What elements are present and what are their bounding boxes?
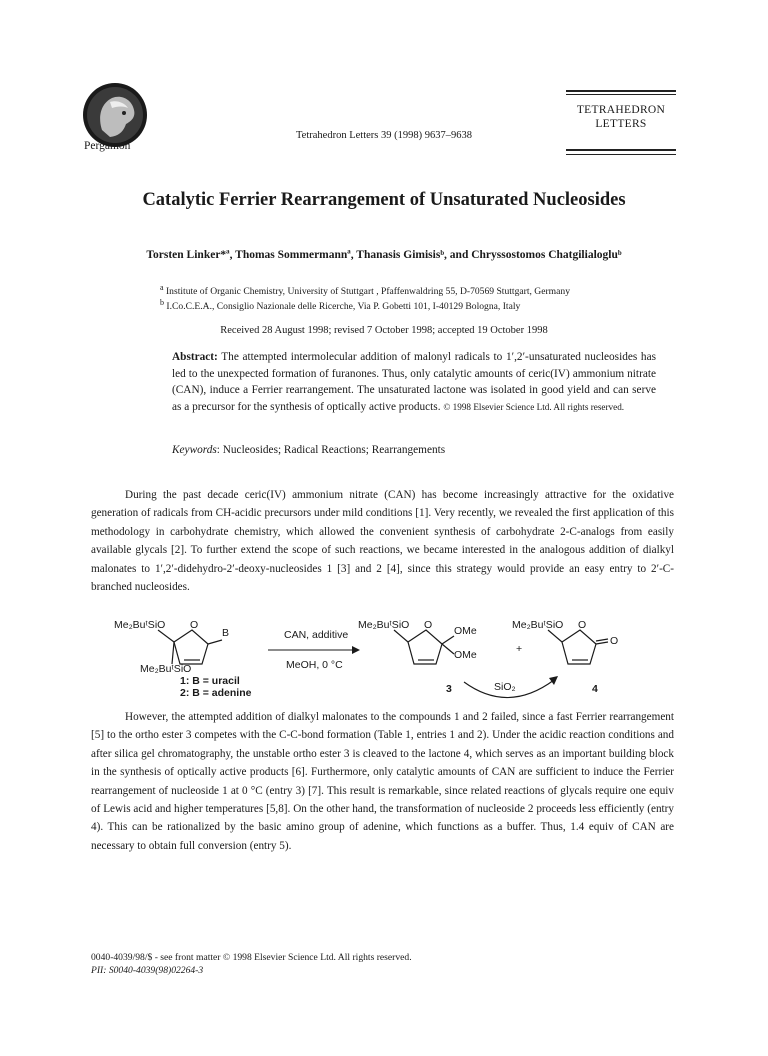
affiliation-b	[160, 298, 520, 312]
journal-masthead	[568, 103, 674, 131]
paragraph-2-text: However, the attempted addition of dialkyl malonates to the compounds 1 and 2 failed, since a fast Ferrier rearrangement [5] to the ortho ester 3 competes with the C-C-bond formation (Table 1, entries 1 and 2). Under the acidic reaction conditions and after silica gel chromatography, the unstable ortho ester 3 is cleaved to the lactone 4, which serves as an important building block in the synthesis of optically active products [6]. Furthermore, only catalytic amounts of CAN are sufficient to induce the Ferrier rearrangement of nucleoside 1 at 0 °C (entry 3) [7]. This result is remarkable, since related reactions of glycals require one equiv of Lewis acid and higher temperatures [5,8]. On the other hand, the transformation of nucleoside 2 proceeds less efficiently (entry 4). This can be rationalized by the basic amino group of adenine, which functions as a buffer. Thus, 1.4 equiv of CAN are necessary to obtain full conversion (entry 5).	[91, 711, 674, 852]
masthead-rule-top-thin	[566, 94, 676, 95]
affiliation-a-text: Institute of Organic Chemistry, University of Stuttgart , Pfaffenwaldring 55, D-70569 Stuttgart, Germany	[165, 286, 570, 298]
journal-reference: Tetrahedron Letters 39 (1998) 9637–9638	[296, 130, 472, 141]
scheme-reagent-top: CAN, additive	[284, 629, 349, 641]
footer-line-2: PII: S0040-4039(98)02264-3	[91, 965, 204, 976]
page-footer	[91, 951, 412, 977]
ortho-ester-ring	[394, 630, 454, 664]
scheme-compound-4: 4	[592, 683, 598, 695]
abstract-copyright: © 1998 Elsevier Science Ltd. All rights reserved.	[443, 401, 625, 412]
scheme-sio2: SiO₂	[494, 681, 516, 693]
scheme-ring-o-4: O	[578, 619, 587, 631]
body-paragraph-1	[91, 486, 674, 596]
scheme-carbonyl-o: O	[610, 635, 619, 647]
affiliation-a-mark: a	[160, 283, 164, 292]
received-dates: Received 28 August 1998; revised 7 October 1998; accepted 19 October 1998	[220, 325, 548, 336]
abstract-text: The attempted intermolecular addition of malonyl radicals to 1′,2′-unsaturated nucleosides has led to the unexpected formation of furanones. Thus, only catalytic amounts of ceric(IV) ammonium nitrate (CAN), induce a Ferrier rearrangement. The unsaturated lactone was isolated in good yield and can serve as a precursor for the synthesis of optically active products.	[172, 351, 656, 413]
paper-title: Catalytic Ferrier Rearrangement of Unsaturated Nucleosides	[142, 190, 626, 210]
scheme-label-1: 1: B = uracil	[180, 675, 240, 687]
sio2-arrowhead	[549, 676, 558, 685]
reaction-arrowhead	[352, 646, 360, 654]
abstract	[172, 349, 656, 415]
affiliation-a	[160, 283, 570, 297]
scheme-ome-top: OMe	[454, 625, 477, 637]
publisher-name: Pergamon	[84, 140, 131, 152]
scheme-label-2: 2: B = adenine	[180, 687, 252, 699]
masthead-rule-bottom-thin	[566, 154, 676, 155]
footer-line-1: 0040-4039/98/$ - see front matter © 1998 Elsevier Science Ltd. All rights reserved.	[91, 952, 412, 963]
scheme-plus: +	[516, 643, 523, 655]
lactone-ring	[548, 630, 608, 664]
paragraph-1-text: During the past decade ceric(IV) ammonium nitrate (CAN) has become increasingly attractive for the oxidative generation of radicals from CH-acidic precursors under mild conditions [1]. Very recently, we revealed the first application of this methodology in carbohydrate chemistry, which allowed the convenient synthesis of carbohydrate 2-C-analogs from easily available glycals [2]. To further extend the scope of such reactions, we became interested in the analogous addition of dialkyl malonates to 1′,2′-didehydro-2′-deoxy-nucleosides 1 [3] and 2 [4], since this strategy would provide an easy entry to 2′-C-branched nucleosides.	[91, 489, 674, 594]
scheme-reagent-bottom: MeOH, 0 °C	[286, 659, 343, 671]
keywords-label: Keywords	[172, 444, 217, 456]
author-list: Torsten Linker*ª, Thomas Sommermannª, Thanasis Gimisisᵇ, and Chryssostomos Chatgilialogluᵇ	[146, 249, 622, 261]
scheme-b-label: B	[222, 627, 230, 639]
scheme-silyl-4: Me₂BuᵗSiO	[512, 619, 564, 631]
masthead-rule-bottom	[566, 149, 676, 151]
scheme-silyl-1-low: Me₂BuᵗSiO	[140, 663, 192, 675]
masthead-rule-top	[566, 90, 676, 92]
affiliation-b-mark: b	[160, 298, 164, 307]
keywords-text: : Nucleosides; Radical Reactions; Rearrangements	[216, 444, 446, 456]
affiliation-b-text: I.Co.C.E.A., Consiglio Nazionale delle Ricerche, Via P. Gobetti 101, I-40129 Bologna, Italy	[166, 301, 521, 313]
scheme-silyl-1: Me₂BuᵗSiO	[114, 619, 166, 631]
scheme-ring-o-3: O	[424, 619, 433, 631]
body-paragraph-2	[91, 708, 674, 855]
masthead-line-1: TETRAHEDRON	[576, 104, 666, 116]
keywords	[172, 444, 445, 456]
masthead-line-2: LETTERS	[595, 118, 647, 130]
scheme-silyl-3: Me₂BuᵗSiO	[358, 619, 410, 631]
abstract-label: Abstract:	[172, 351, 218, 363]
scheme-ome-bottom: OMe	[454, 649, 477, 661]
scheme-compound-3: 3	[446, 683, 452, 695]
scheme-ring-o-1: O	[190, 619, 199, 631]
substrate-ring	[158, 630, 222, 664]
